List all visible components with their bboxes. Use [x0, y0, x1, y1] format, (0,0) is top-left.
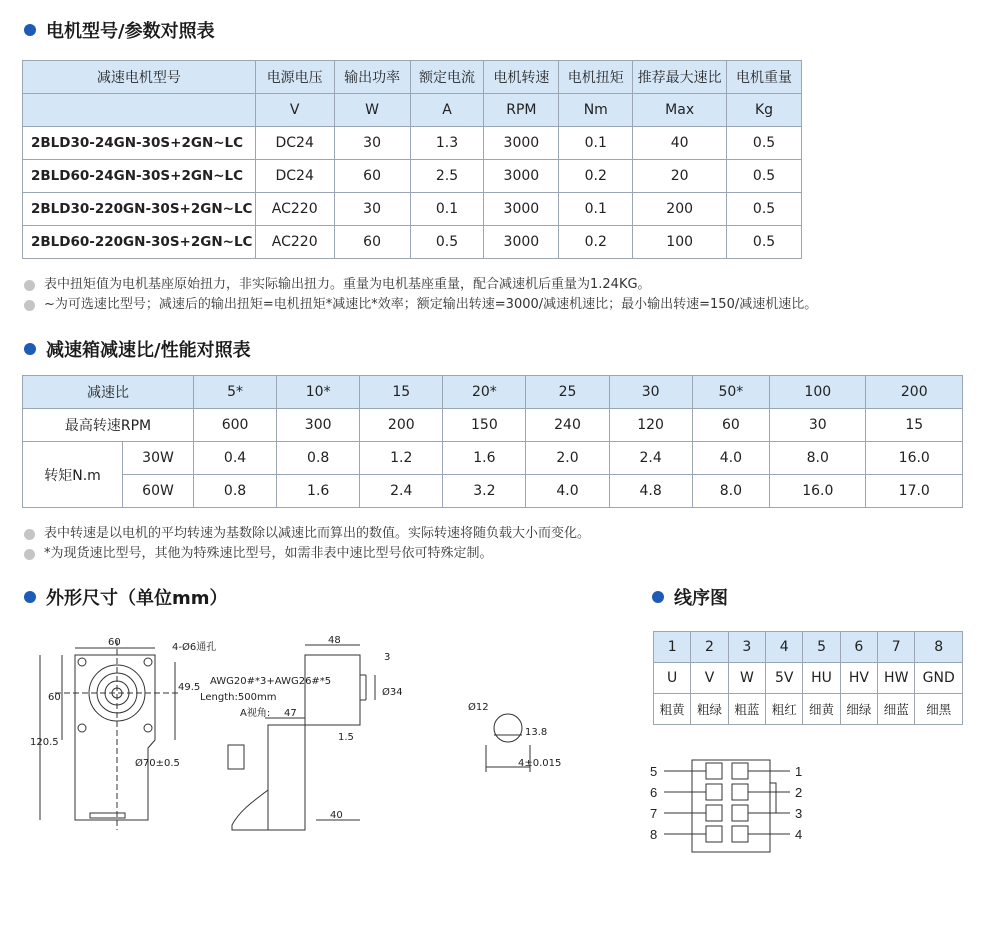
section-title-text: 外形尺寸（单位mm）	[46, 588, 228, 609]
pin-label: 2	[795, 785, 803, 800]
table-cell: 4.0	[526, 475, 609, 508]
table-cell: 0.1	[559, 193, 633, 226]
dim-label: 48	[328, 635, 341, 646]
table-cell: 30	[770, 409, 866, 442]
table-cell: 60	[692, 409, 769, 442]
mount-hole	[78, 658, 86, 666]
table-cell: 0.5	[727, 160, 802, 193]
table-cell: 120	[609, 409, 692, 442]
table-row	[23, 160, 802, 193]
pin-cavity	[706, 826, 722, 842]
wire-color-row	[654, 694, 963, 725]
ratio-cell: 5*	[194, 376, 277, 409]
table-row	[23, 193, 802, 226]
table-cell: 1.3	[410, 127, 484, 160]
table-cell: 0.8	[194, 475, 277, 508]
table-cell: DC24	[255, 127, 334, 160]
pin-label: 8	[650, 827, 658, 842]
pin-cavity	[706, 763, 722, 779]
connector-rect	[228, 745, 244, 769]
dim-label: 120.5	[30, 737, 59, 748]
unit-cell: Max	[633, 94, 727, 127]
motor-side-outline	[268, 725, 305, 830]
unit-cell: Kg	[727, 94, 802, 127]
ratio-cell: 25	[526, 376, 609, 409]
ratio-cell: 10*	[277, 376, 360, 409]
cable-line	[232, 790, 295, 830]
pin-label: 3	[795, 806, 803, 821]
table-cell: 0.5	[727, 226, 802, 259]
signal-cell: GND	[915, 663, 963, 694]
table-cell: 20	[633, 160, 727, 193]
table-row	[23, 127, 802, 160]
pin-label: 4	[795, 827, 803, 842]
dim-label: Ø34	[382, 687, 403, 698]
note-text: 表中扭矩值为电机基座原始扭力，非实际输出扭力。重量为电机基座重量，配合减速机后重量为1.24KG。	[44, 277, 651, 292]
header-cell: 电机重量	[727, 61, 802, 94]
dim-label: 13.8	[525, 727, 548, 738]
motor-params-table	[22, 60, 802, 259]
signal-cell: V	[691, 663, 728, 694]
gearbox-side-outline	[305, 655, 360, 725]
table-cell: 200	[360, 409, 443, 442]
wire-color-cell: 粗绿	[691, 694, 728, 725]
ratio-notes	[24, 524, 590, 564]
header-cell: 电机转速	[484, 61, 559, 94]
note-item	[24, 275, 817, 295]
table-cell: 600	[194, 409, 277, 442]
table-cell: 16.0	[866, 442, 963, 475]
dim-label: AWG20#*3+AWG26#*5	[210, 676, 332, 687]
header-cell: 减速比	[23, 376, 194, 409]
header-cell: 额定电流	[410, 61, 484, 94]
power-cell: 30W	[123, 442, 194, 475]
model-cell: 2BLD30-24GN-30S+2GN~LC	[23, 127, 256, 160]
dim-label: Ø70±0.5	[135, 758, 180, 769]
row-label: 最高转速RPM	[23, 409, 194, 442]
signal-cell: U	[654, 663, 691, 694]
wire-color-cell: 粗蓝	[728, 694, 765, 725]
table-cell: 3000	[484, 160, 559, 193]
pin-cell: 2	[691, 632, 728, 663]
dim-label: 60	[108, 637, 121, 648]
ratio-cell: 200	[866, 376, 963, 409]
model-cell: 2BLD60-220GN-30S+2GN~LC	[23, 226, 256, 259]
bullet-dot-icon	[24, 343, 36, 355]
bullet-icon	[24, 300, 35, 311]
section-title-text: 线序图	[674, 588, 728, 609]
table-cell: 3000	[484, 226, 559, 259]
ratio-table	[22, 375, 963, 508]
bullet-icon	[24, 529, 35, 540]
mount-hole	[144, 724, 152, 732]
signal-cell: HU	[803, 663, 840, 694]
table-cell: 240	[526, 409, 609, 442]
table-cell: 300	[277, 409, 360, 442]
section-title-text: 减速箱减速比/性能对照表	[46, 340, 251, 361]
connector-diagram	[640, 755, 820, 860]
section-title-motor-params	[24, 17, 215, 43]
signal-cell: HW	[878, 663, 915, 694]
table-row	[23, 442, 963, 475]
table-cell: 1.6	[277, 475, 360, 508]
header-cell: 输出功率	[334, 61, 410, 94]
ratio-cell: 50*	[692, 376, 769, 409]
ratio-header-row	[23, 376, 963, 409]
wire-color-cell: 细绿	[840, 694, 877, 725]
dim-label: 40	[330, 810, 343, 821]
pin-cell: 7	[878, 632, 915, 663]
dim-label: 3	[384, 652, 391, 663]
ratio-cell: 30	[609, 376, 692, 409]
pin-cell: 8	[915, 632, 963, 663]
table-cell: 1.2	[360, 442, 443, 475]
dim-label: 47	[284, 708, 297, 719]
model-cell: 2BLD60-24GN-30S+2GN~LC	[23, 160, 256, 193]
header-cell: 电源电压	[255, 61, 334, 94]
table-cell: 1.6	[443, 442, 526, 475]
table-unit-row	[23, 94, 802, 127]
note-text: 表中转速是以电机的平均转速为基数除以减速比而算出的数值。实际转速将随负载大小而变化。	[44, 526, 591, 541]
header-cell: 减速电机型号	[23, 61, 256, 94]
pin-cavity	[706, 784, 722, 800]
dim-label: 1.5	[338, 732, 354, 743]
table-cell: 8.0	[692, 475, 769, 508]
header-cell-empty	[23, 94, 256, 127]
wire-color-cell: 细蓝	[878, 694, 915, 725]
pin-label: 6	[650, 785, 658, 800]
table-cell: 3000	[484, 127, 559, 160]
mount-hole	[144, 658, 152, 666]
pin-cavity	[732, 805, 748, 821]
model-cell: 2BLD30-220GN-30S+2GN~LC	[23, 193, 256, 226]
table-cell: 0.5	[410, 226, 484, 259]
motor-notes	[24, 275, 817, 315]
table-cell: 8.0	[770, 442, 866, 475]
table-cell: 30	[334, 127, 410, 160]
pin-label: 5	[650, 764, 658, 779]
row-label: 转矩N.m	[23, 442, 123, 508]
pin-cell: 6	[840, 632, 877, 663]
pin-cavity	[706, 805, 722, 821]
ratio-cell: 15	[360, 376, 443, 409]
header-cell: 推荐最大速比	[633, 61, 727, 94]
table-cell: 0.8	[277, 442, 360, 475]
pin-label: 7	[650, 806, 658, 821]
signal-cell: W	[728, 663, 765, 694]
table-cell: 4.0	[692, 442, 769, 475]
table-row	[23, 409, 963, 442]
unit-cell: W	[334, 94, 410, 127]
dim-label: A视角:	[240, 708, 271, 719]
table-cell: 0.4	[194, 442, 277, 475]
unit-cell: A	[410, 94, 484, 127]
wiring-table	[653, 631, 963, 725]
table-row	[23, 475, 963, 508]
table-cell: 60	[334, 226, 410, 259]
table-row	[23, 226, 802, 259]
table-header-row	[23, 61, 802, 94]
unit-cell: V	[255, 94, 334, 127]
table-cell: 4.8	[609, 475, 692, 508]
bullet-icon	[24, 549, 35, 560]
note-item	[24, 544, 590, 564]
table-cell: 0.1	[559, 127, 633, 160]
connector-latch	[770, 783, 776, 813]
table-cell: 15	[866, 409, 963, 442]
table-cell: 60	[334, 160, 410, 193]
wire-color-cell: 细黄	[803, 694, 840, 725]
dim-label: 4-Ø6通孔	[172, 642, 217, 653]
bullet-icon	[24, 280, 35, 291]
pin-cavity	[732, 784, 748, 800]
power-cell: 60W	[123, 475, 194, 508]
pin-cavity	[732, 826, 748, 842]
table-cell: 2.0	[526, 442, 609, 475]
pin-cell: 5	[803, 632, 840, 663]
table-cell: 3.2	[443, 475, 526, 508]
note-text: ~为可选速比型号；减速后的输出扭矩=电机扭矩*减速比*效率；额定输出转速=3000/减速机速比；最小输出转速=150/减速机速比。	[44, 297, 818, 312]
unit-cell: RPM	[484, 94, 559, 127]
table-cell: 0.5	[727, 193, 802, 226]
section-title-text: 电机型号/参数对照表	[46, 21, 215, 42]
pin-cell: 1	[654, 632, 691, 663]
section-title-gearbox	[24, 336, 251, 362]
table-cell: 200	[633, 193, 727, 226]
note-text: *为现货速比型号，其他为特殊速比型号，如需非表中速比型号依可特殊定制。	[44, 546, 493, 561]
ratio-cell: 100	[770, 376, 866, 409]
shaft-circle	[105, 681, 129, 705]
header-cell: 电机扭矩	[559, 61, 633, 94]
note-item	[24, 524, 590, 544]
table-cell: DC24	[255, 160, 334, 193]
unit-cell: Nm	[559, 94, 633, 127]
table-cell: 0.5	[727, 127, 802, 160]
wire-color-cell: 粗红	[766, 694, 803, 725]
table-cell: 0.2	[559, 160, 633, 193]
table-cell: 150	[443, 409, 526, 442]
table-cell: 2.4	[360, 475, 443, 508]
table-cell: 100	[633, 226, 727, 259]
wire-color-cell: 细黑	[915, 694, 963, 725]
table-cell: 0.1	[410, 193, 484, 226]
ratio-cell: 20*	[443, 376, 526, 409]
dim-label: 60	[48, 692, 61, 703]
table-cell: 17.0	[866, 475, 963, 508]
note-item	[24, 295, 817, 315]
table-cell: 30	[334, 193, 410, 226]
table-cell: 2.4	[609, 442, 692, 475]
gearbox-front-outline	[75, 655, 155, 820]
table-cell: 0.2	[559, 226, 633, 259]
pin-cell: 4	[766, 632, 803, 663]
wire-color-cell: 粗黄	[654, 694, 691, 725]
dim-label: Ø12	[468, 702, 489, 713]
wire-pin-row	[654, 632, 963, 663]
table-cell: 40	[633, 127, 727, 160]
connector-housing	[692, 760, 770, 852]
table-cell: 2.5	[410, 160, 484, 193]
dim-label: Length:500mm	[200, 692, 277, 703]
signal-cell: HV	[840, 663, 877, 694]
pin-cavity	[732, 763, 748, 779]
table-cell: 16.0	[770, 475, 866, 508]
mount-hole	[78, 724, 86, 732]
table-cell: AC220	[255, 193, 334, 226]
dim-label: 4±0.015	[518, 758, 562, 769]
bullet-dot-icon	[24, 24, 36, 36]
pin-label: 1	[795, 764, 803, 779]
shaft-end-circle	[494, 714, 522, 742]
wire-signal-row	[654, 663, 963, 694]
table-cell: AC220	[255, 226, 334, 259]
table-cell: 3000	[484, 193, 559, 226]
base-tab	[90, 813, 125, 818]
signal-cell: 5V	[766, 663, 803, 694]
pin-cell: 3	[728, 632, 765, 663]
dim-label: 49.5	[178, 682, 201, 693]
